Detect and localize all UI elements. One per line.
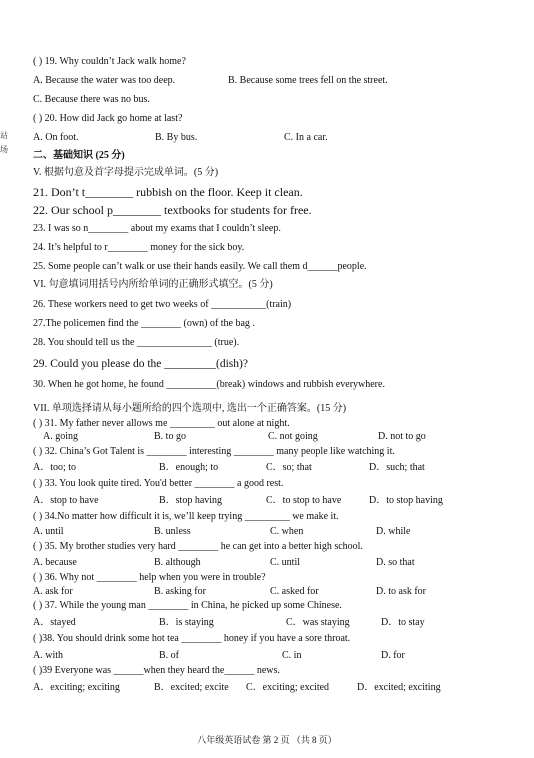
question-37-option-d: D．to stay [381, 617, 425, 628]
binding-mark: 场 [0, 145, 8, 154]
question-38-option-a: A. with [33, 650, 63, 661]
question-38-option-c: C. in [282, 650, 302, 661]
question-35-option-b: B. although [154, 557, 201, 568]
question-35-stem: ( ) 35. My brother studies very hard ________ he can get into a better high school. [33, 541, 363, 552]
item-30: 30. When he got home, he found __________(break) windows and rubbish everywhere. [33, 379, 385, 390]
question-37-option-a: A．stayed [33, 617, 76, 628]
question-20-option-c: C. In a car. [284, 132, 328, 143]
question-37-option-b: B．is staying [159, 617, 214, 628]
question-37-stem: ( ) 37. While the young man ________ in China, he picked up some Chinese. [33, 600, 342, 611]
question-34-option-a: A. until [33, 526, 64, 537]
question-36-option-d: D. to ask for [376, 586, 426, 597]
part-vi-title: VI. 句意填词用括号内所给单词的正确形式填空。(5 分) [33, 279, 273, 290]
question-33-option-a: A．stop to have [33, 495, 99, 506]
question-32-option-a: A．too; to [33, 462, 77, 473]
question-39-option-a: A．exciting; exciting [33, 682, 120, 693]
question-35-option-d: D. so that [376, 557, 415, 568]
item-21: 21. Don’t t________ rubbish on the floor. Keep it clean. [33, 185, 303, 199]
question-20-option-b: B. By bus. [155, 132, 198, 143]
item-27: 27.The policemen find the ________ (own) of the bag . [33, 318, 255, 329]
question-31-option-a: A. going [43, 431, 78, 442]
question-19-option-a: A. Because the water was too deep. [33, 75, 176, 86]
question-39-option-c: C．exciting; excited [246, 682, 330, 693]
question-31-option-c: C. not going [268, 431, 318, 442]
part-v-title: V. 根据句意及首字母提示完成单词。(5 分) [33, 167, 219, 178]
item-25: 25. Some people can’t walk or use their hands easily. We call them d______people. [33, 261, 367, 272]
question-36-option-c: C. asked for [270, 586, 319, 597]
item-24: 24. It’s helpful to r________ money for the sick boy. [33, 242, 245, 253]
page-footer: 八年级英语试卷 第 2 页 （共 8 页） [197, 735, 337, 745]
question-38-option-d: D. for [381, 650, 405, 661]
question-31-option-d: D. not to go [378, 431, 426, 442]
question-20-option-a: A. On foot. [33, 132, 79, 143]
question-36-stem: ( ) 36. Why not ________ help when you were in trouble? [33, 572, 266, 583]
part-vii-title: VII. 单项选择请从每小题所给的四个选项中, 选出一个正确答案。(15 分) [33, 403, 347, 414]
question-33-option-c: C．to stop to have [266, 495, 342, 506]
item-26: 26. These workers need to get two weeks of ___________(train) [33, 299, 292, 310]
item-29: 29. Could you please do the _________(dish)? [33, 358, 248, 370]
question-37-option-c: C．was staying [286, 617, 350, 628]
question-34-stem: ( ) 34.No matter how difficult it is, we’ll keep trying _________ we make it. [33, 511, 339, 522]
question-38-stem: ( )38. You should drink some hot tea ________ honey if you have a sore throat. [33, 633, 351, 644]
question-31-option-b: B. to go [154, 431, 186, 442]
question-34-option-c: C. when [270, 526, 304, 537]
question-19-option-b: B. Because some trees fell on the street. [228, 75, 388, 86]
question-33-option-b: B．stop having [159, 495, 223, 506]
binding-mark: 站 [0, 131, 8, 140]
question-33-stem: ( ) 33. You look quite tired. You'd better ________ a good rest. [33, 478, 284, 489]
question-35-option-c: C. until [270, 557, 301, 568]
question-36-option-b: B. asking for [154, 586, 206, 597]
question-35-option-a: A. because [33, 557, 77, 568]
question-34-option-d: D. while [376, 526, 411, 537]
question-20-stem: ( ) 20. How did Jack go home at last? [33, 113, 183, 124]
question-34-option-b: B. unless [154, 526, 191, 537]
question-19-option-c: C. Because there was no bus. [33, 94, 150, 105]
question-19-stem: ( ) 19. Why couldn’t Jack walk home? [33, 56, 186, 67]
question-32-option-b: B．enough; to [159, 462, 219, 473]
question-33-option-d: D．to stop having [369, 495, 443, 506]
question-31-stem: ( ) 31. My father never allows me _________ out alone at night. [33, 418, 290, 429]
question-36-option-a: A. ask for [33, 586, 73, 597]
question-39-option-d: D．excited; exciting [357, 682, 441, 693]
question-39-option-b: B．excited; excite [154, 682, 229, 693]
question-39-stem: ( )39 Everyone was ______when they heard the______ news. [33, 665, 280, 676]
question-32-option-d: D．such; that [369, 462, 425, 473]
question-38-option-b: B. of [159, 650, 179, 661]
question-32-stem: ( ) 32. China’s Got Talent is ________ interesting ________ many people like watching it. [33, 446, 395, 457]
item-23: 23. I was so n________ about my exams that I couldn’t sleep. [33, 223, 281, 234]
item-28: 28. You should tell us the _______________ (true). [33, 337, 240, 348]
section-2-title: 二、基础知识 (25 分) [33, 150, 125, 161]
item-22: 22. Our school p________ textbooks for students for free. [33, 203, 312, 217]
question-32-option-c: C．so; that [266, 462, 312, 473]
